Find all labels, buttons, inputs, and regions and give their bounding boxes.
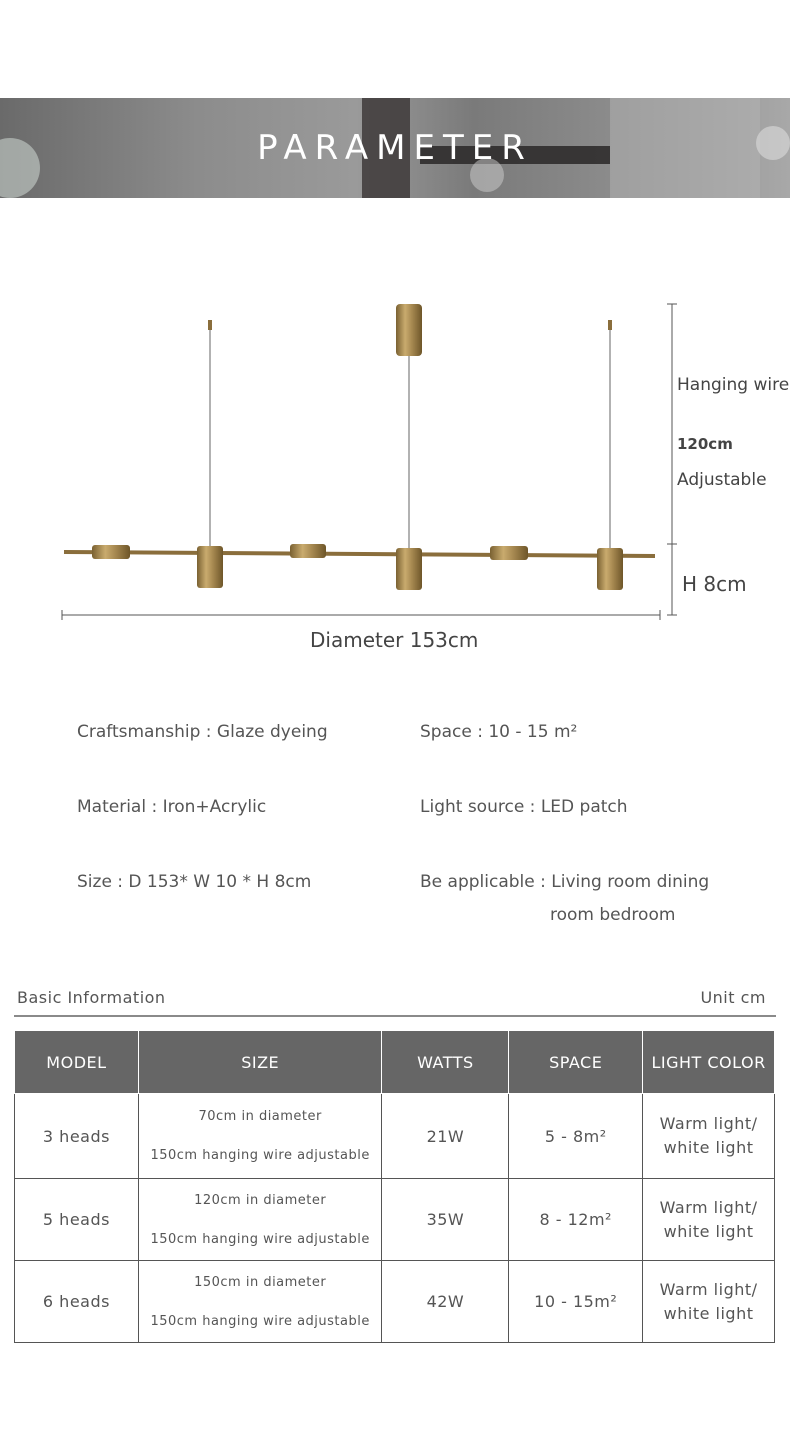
column-header: SPACE — [509, 1031, 643, 1094]
model-cell: 5 heads — [15, 1179, 139, 1261]
size-diameter: 150cm in diameter — [194, 1274, 327, 1290]
space-cell: 8 - 12m² — [509, 1179, 643, 1261]
model-cell: 6 heads — [15, 1261, 139, 1343]
column-header: LIGHT COLOR — [643, 1031, 775, 1094]
size-wire: 150cm hanging wire adjustable — [150, 1313, 370, 1329]
spec-applicable-cont: room bedroom — [550, 905, 676, 925]
divider — [14, 1015, 776, 1017]
size-cell — [138, 1261, 382, 1343]
size-cell — [138, 1094, 382, 1179]
color-line: white light — [663, 1303, 754, 1323]
model-table — [14, 1030, 775, 1343]
table-row — [15, 1179, 775, 1261]
color-line: white light — [663, 1138, 754, 1157]
size-wire: 150cm hanging wire adjustable — [150, 1231, 370, 1247]
color-line: Warm light/ — [659, 1279, 758, 1299]
spec-light-source: Light source : LED patch — [420, 797, 628, 817]
hanging-wire-note: Adjustable — [677, 470, 767, 490]
unit-label: Unit cm — [700, 988, 766, 1007]
spec-size: Size : D 153* W 10 * H 8cm — [77, 872, 312, 892]
height-label: H 8cm — [682, 572, 747, 596]
spec-material: Material : Iron+Acrylic — [77, 797, 267, 817]
spec-space: Space : 10 - 15 m² — [420, 722, 578, 742]
column-header: WATTS — [382, 1031, 509, 1094]
color-line: Warm light/ — [659, 1197, 758, 1217]
hanging-wire-length: 120cm — [677, 435, 733, 453]
column-header: SIZE — [138, 1031, 382, 1094]
size-wire: 150cm hanging wire adjustable — [150, 1148, 370, 1163]
size-cell — [138, 1179, 382, 1261]
spec-applicable: Be applicable : Living room dining — [420, 872, 710, 892]
space-cell: 5 - 8m² — [509, 1094, 643, 1179]
color-cell — [643, 1261, 775, 1343]
product-diagram — [0, 290, 790, 670]
space-cell: 10 - 15m² — [509, 1261, 643, 1343]
column-header: MODEL — [15, 1031, 139, 1094]
header-banner — [0, 98, 790, 198]
color-line: white light — [663, 1221, 754, 1241]
color-cell — [643, 1094, 775, 1179]
watts-cell: 35W — [382, 1179, 509, 1261]
pendant-lamp-illustration — [0, 290, 790, 670]
size-diameter: 120cm in diameter — [194, 1192, 327, 1208]
size-diameter: 70cm in diameter — [198, 1109, 322, 1124]
color-line: Warm light/ — [659, 1114, 758, 1133]
diameter-label: Diameter 153cm — [310, 628, 479, 652]
model-cell: 3 heads — [15, 1094, 139, 1179]
watts-cell: 42W — [382, 1261, 509, 1343]
hanging-wire-label: Hanging wire — [677, 375, 790, 395]
table-row — [15, 1261, 775, 1343]
table-row — [15, 1094, 775, 1179]
basic-info-title: Basic Information — [17, 988, 166, 1007]
page-title: PARAMETER — [257, 128, 533, 168]
table-header-row — [15, 1031, 775, 1094]
watts-cell: 21W — [382, 1094, 509, 1179]
color-cell — [643, 1179, 775, 1261]
spec-craftsmanship: Craftsmanship : Glaze dyeing — [77, 722, 328, 742]
